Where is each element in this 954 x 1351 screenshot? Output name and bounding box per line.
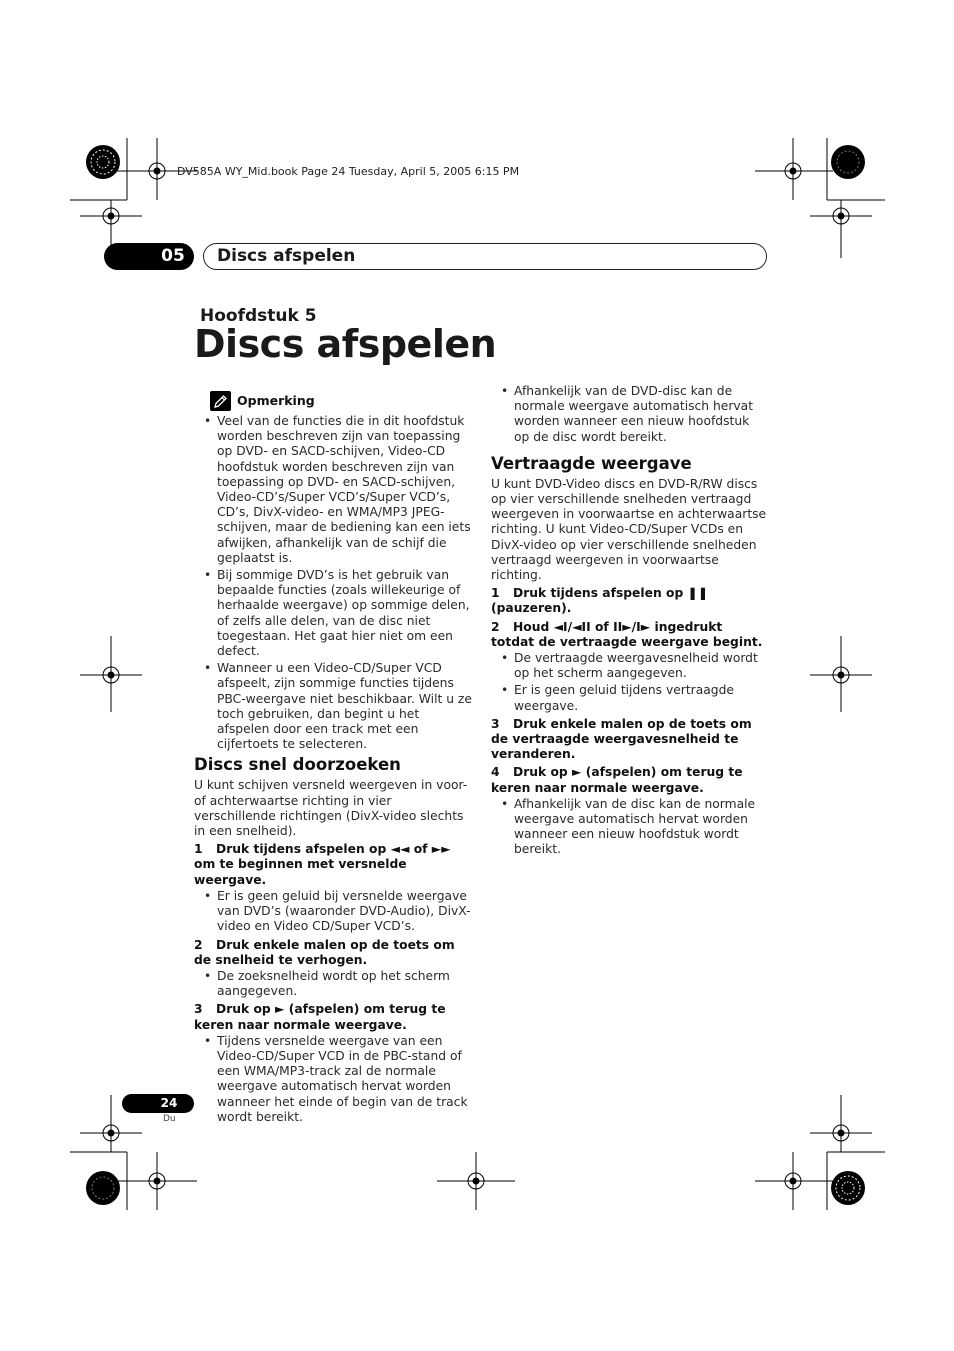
section-intro: U kunt DVD-Video discs en DVD-R/RW discs op vier verschillende snelheden vertraagd weergeven in voorwaartse en achterwaartse richting. U kunt Video-CD/Super VCDs en DivX-video op vier verschillende snelheden vertraagd weergeven in voorwaartse richting. bbox=[491, 476, 767, 583]
page-title: Discs afspelen bbox=[194, 322, 497, 366]
step: 2 Druk enkele malen op de toets om de snelheid te verhogen. bbox=[194, 937, 455, 967]
step: 3 Druk enkele malen op de toets om de vertraagde weergavesnelheid te veranderen. bbox=[491, 716, 752, 762]
list-item: • Wanneer u een Video-CD/Super VCD afspeelt, zijn sommige functies tijdens PBC-weergave niet beschikbaar. Wilt u ze toch gebruiken, dan begint u het afspelen door een track met een cijfertoets te selecteren. bbox=[194, 661, 472, 752]
section-title-search: Discs snel doorzoeken bbox=[194, 755, 401, 775]
page-language: Du bbox=[163, 1114, 176, 1124]
list-item: • Tijdens versnelde weergave van een Video-CD/Super VCD in de PBC-stand of een WMA/MP3-track zal de normale weergave automatisch hervat worden wanneer het einde of begin van de track wordt bereikt. bbox=[194, 1034, 472, 1125]
list-item: • Afhankelijk van de DVD-disc kan de normale weergave automatisch hervat worden wanneer een nieuw hoofdstuk op de disc wordt bereikt. bbox=[491, 384, 767, 445]
list-item: • Er is geen geluid bij versnelde weergave van DVD’s (waaronder DVD-Audio), DivX-video en Video CD/Super VCD’s. bbox=[194, 889, 472, 935]
note-header bbox=[210, 391, 472, 411]
list-item: • De vertraagde weergavesnelheid wordt op het scherm aangegeven. bbox=[491, 651, 767, 681]
chapter-tab-title: Discs afspelen bbox=[203, 243, 767, 270]
section-intro: U kunt schijven versneld weergeven in voor- of achterwaartse richting in vier verschillende richtingen (DivX-video slechts in een snelheid). bbox=[194, 778, 468, 839]
note-title: Opmerking bbox=[237, 393, 315, 409]
note-list bbox=[194, 414, 472, 752]
step: 3 Druk op ► (afspelen) om terug te keren naar normale weergave. bbox=[194, 1002, 446, 1032]
right-column bbox=[491, 384, 767, 860]
list-item: • Veel van de functies die in dit hoofdstuk worden beschreven zijn van toepassing op DVD- en SACD-schijven, Video-CD hoofdstuk worden beschreven zijn van toepassing op DVD- en SACD-schijven, Video-CD’s/Super VCD’s/Super VCD’s, CD’s, DivX-video- en WMA/MP3 JPEG-schijven, maar de bediening kan een iets afwijken, afhankelijk van de schijf die geplaatst is. bbox=[194, 414, 472, 566]
pencil-note-icon bbox=[210, 391, 231, 411]
page-number: 24 bbox=[122, 1094, 194, 1113]
print-header-line: DV585A WY_Mid.book Page 24 Tuesday, April 5, 2005 6:15 PM bbox=[177, 165, 520, 178]
section-title-slow: Vertraagde weergave bbox=[491, 453, 692, 473]
left-column bbox=[194, 391, 472, 1127]
list-item: • Er is geen geluid tijdens vertraagde weergave. bbox=[491, 683, 767, 713]
chapter-tab-number: 05 bbox=[104, 243, 194, 270]
step: 1 Druk tijdens afspelen op ❚❚ (pauzeren). bbox=[491, 586, 709, 616]
step: 2 Houd ◄I/◄II of II►/I► ingedrukt totdat de vertraagde weergave begint. bbox=[491, 619, 763, 649]
step: 1 Druk tijdens afspelen op ◄◄ of ►► om te beginnen met versnelde weergave. bbox=[194, 842, 451, 887]
step: 4 Druk op ► (afspelen) om terug te keren naar normale weergave. bbox=[491, 765, 743, 795]
list-item: • De zoeksnelheid wordt op het scherm aangegeven. bbox=[194, 969, 472, 999]
chapter-label: Hoofdstuk 5 bbox=[200, 306, 317, 326]
list-item: • Bij sommige DVD’s is het gebruik van bepaalde functies (zoals willekeurige of herhaalde weergave) op sommige delen, of zelfs alle delen, van de disc niet toegestaan. Het gaat hier niet om een defect. bbox=[194, 568, 472, 659]
list-item: • Afhankelijk van de disc kan de normale weergave automatisch hervat worden wanneer een nieuw hoofdstuk wordt bereikt. bbox=[491, 797, 767, 858]
